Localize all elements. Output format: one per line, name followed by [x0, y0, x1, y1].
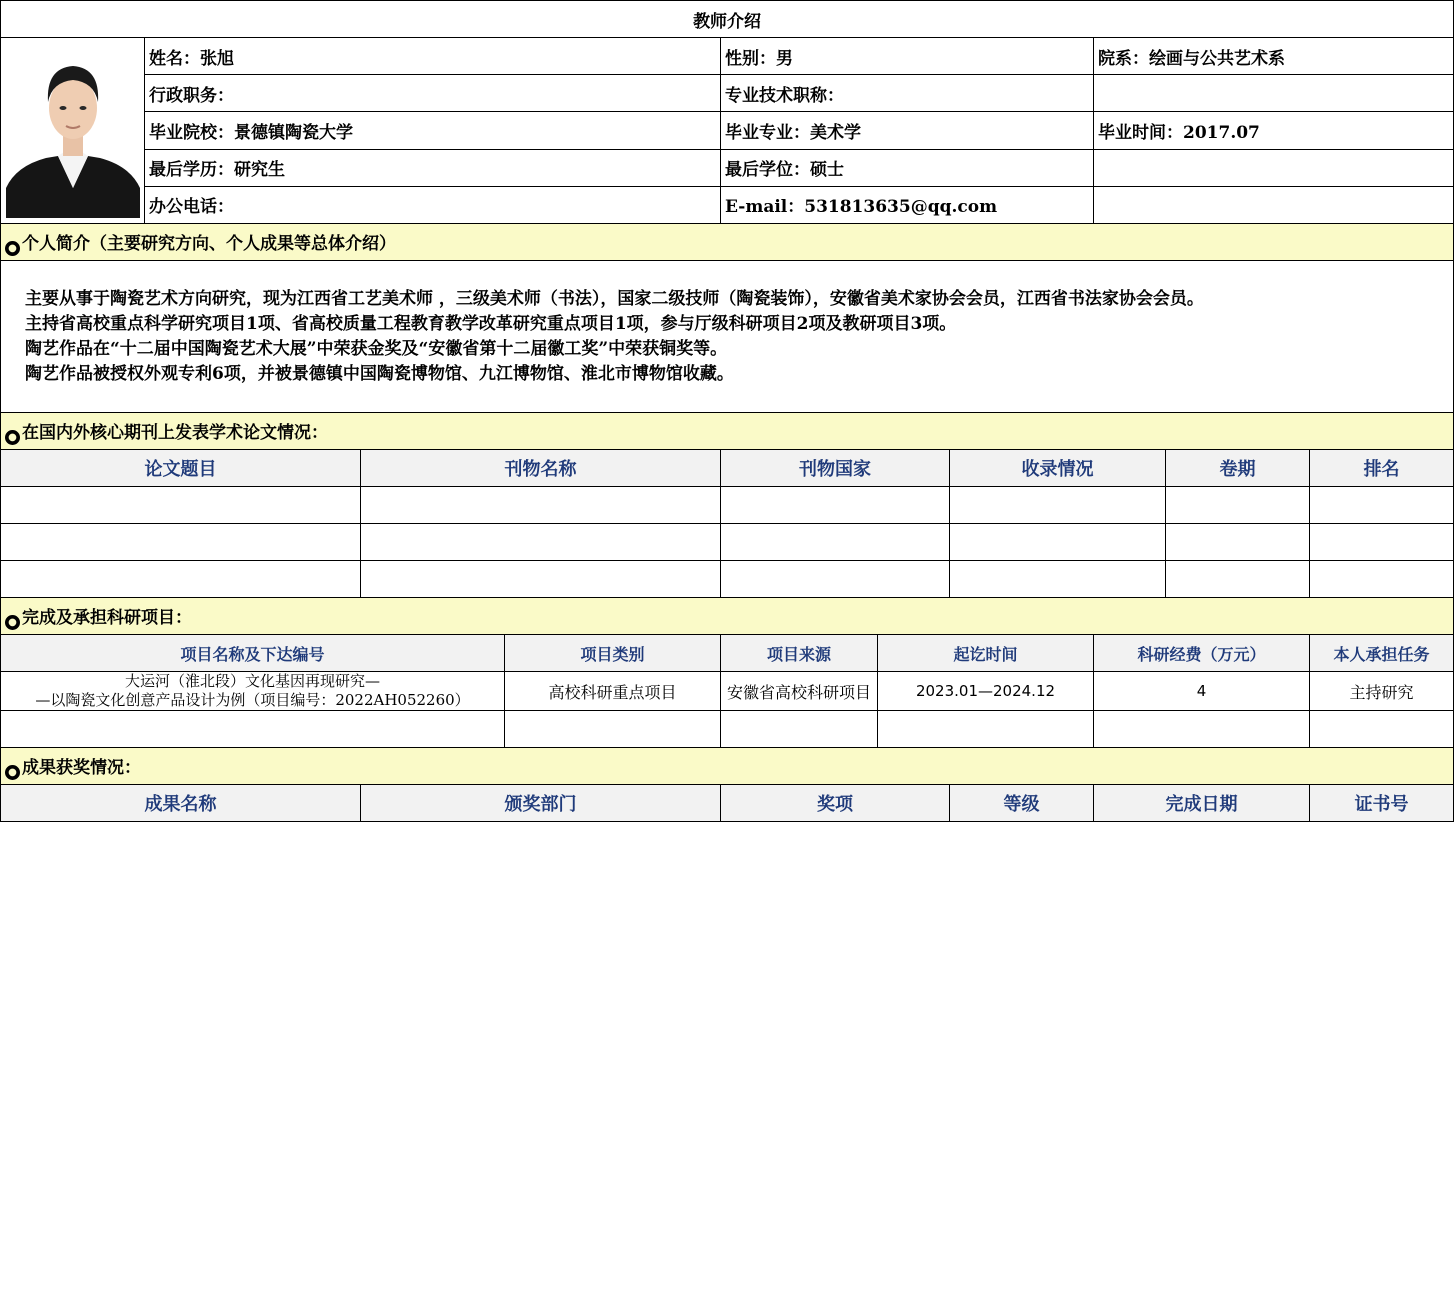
project-funding: 4 — [1094, 672, 1310, 711]
awards-header-award: 奖项 — [721, 785, 950, 822]
page-title: 教师介绍 — [1, 1, 1454, 38]
project-name: 大运河（淮北段）文化基因再现研究— —以陶瓷文化创意产品设计为例（项目编号：2022AH052260） — [1, 672, 505, 711]
major-field: 毕业专业：美术学 — [721, 112, 1094, 149]
admin-position-field: 行政职务： — [145, 75, 721, 112]
section-awards: ● 成果获奖情况： — [1, 748, 1454, 785]
table-row — [1, 524, 1454, 561]
name-field: 姓名：张旭 — [145, 38, 721, 75]
portrait-image — [6, 38, 140, 218]
projects-header-name: 项目名称及下达编号 — [1, 635, 505, 672]
table-row — [1, 487, 1454, 524]
table-row — [1, 672, 1454, 711]
papers-header-title: 论文题目 — [1, 450, 361, 487]
projects-header-role: 本人承担任务 — [1310, 635, 1454, 672]
projects-header-category: 项目类别 — [505, 635, 721, 672]
awards-header-issuer: 颁奖部门 — [361, 785, 721, 822]
section-papers: ● 在国内外核心期刊上发表学术论文情况： — [1, 413, 1454, 450]
projects-header-period: 起讫时间 — [878, 635, 1094, 672]
intro-text — [1, 261, 1454, 413]
bullet-icon: ● — [5, 615, 20, 630]
teacher-photo — [1, 38, 145, 224]
degree-field: 最后学位：硕士 — [721, 149, 1094, 186]
department-field: 院系：绘画与公共艺术系 — [1094, 38, 1454, 75]
projects-header-funding: 科研经费（万元） — [1094, 635, 1310, 672]
awards-header-date: 完成日期 — [1094, 785, 1310, 822]
email-field: E-mail：531813635@qq.com — [721, 186, 1094, 223]
awards-header-cert: 证书号 — [1310, 785, 1454, 822]
bullet-icon: ● — [5, 765, 20, 780]
gender-field: 性别：男 — [721, 38, 1094, 75]
papers-header-volume: 卷期 — [1166, 450, 1310, 487]
intro-line: 陶艺作品在“十二届中国陶瓷艺术大展”中荣获金奖及“安徽省第十二届徽工奖”中荣获铜奖等。 — [25, 338, 728, 359]
project-category: 高校科研重点项目 — [505, 672, 721, 711]
project-role: 主持研究 — [1310, 672, 1454, 711]
section-intro: ● 个人简介（主要研究方向、个人成果等总体介绍） — [1, 224, 1454, 261]
intro-line: 主持省高校重点科学研究项目1项、省高校质量工程教育教学改革研究重点项目1项，参与厅级科研项目2项及教研项目3项。 — [25, 313, 957, 334]
empty-cell — [1094, 186, 1454, 223]
papers-header-country: 刊物国家 — [721, 450, 950, 487]
project-source: 安徽省高校科研项目 — [721, 672, 878, 711]
table-row — [1, 561, 1454, 598]
empty-cell — [1094, 75, 1454, 112]
papers-header-index: 收录情况 — [950, 450, 1166, 487]
table-row — [1, 711, 1454, 748]
intro-line: 陶艺作品被授权外观专利6项，并被景德镇中国陶瓷博物馆、九江博物馆、淮北市博物馆收藏。 — [25, 363, 734, 384]
education-field: 最后学历：研究生 — [145, 149, 721, 186]
bullet-icon: ● — [5, 430, 20, 445]
awards-header-name: 成果名称 — [1, 785, 361, 822]
school-field: 毕业院校：景德镇陶瓷大学 — [145, 112, 721, 149]
projects-header-source: 项目来源 — [721, 635, 878, 672]
intro-line: 主要从事于陶瓷艺术方向研究，现为江西省工艺美术师 ，三级美术师（书法），国家二级技师（陶瓷装饰），安徽省美术家协会会员，江西省书法家协会会员。 — [25, 288, 1204, 309]
awards-header-level: 等级 — [950, 785, 1094, 822]
papers-header-rank: 排名 — [1310, 450, 1454, 487]
grad-time-field: 毕业时间：2017.07 — [1094, 112, 1454, 149]
papers-header-journal: 刊物名称 — [361, 450, 721, 487]
bullet-icon: ● — [5, 241, 20, 256]
empty-cell — [1094, 149, 1454, 186]
tech-title-field: 专业技术职称： — [721, 75, 1094, 112]
section-projects: ● 完成及承担科研项目： — [1, 598, 1454, 635]
office-phone-field: 办公电话： — [145, 186, 721, 223]
project-period: 2023.01—2024.12 — [878, 672, 1094, 711]
